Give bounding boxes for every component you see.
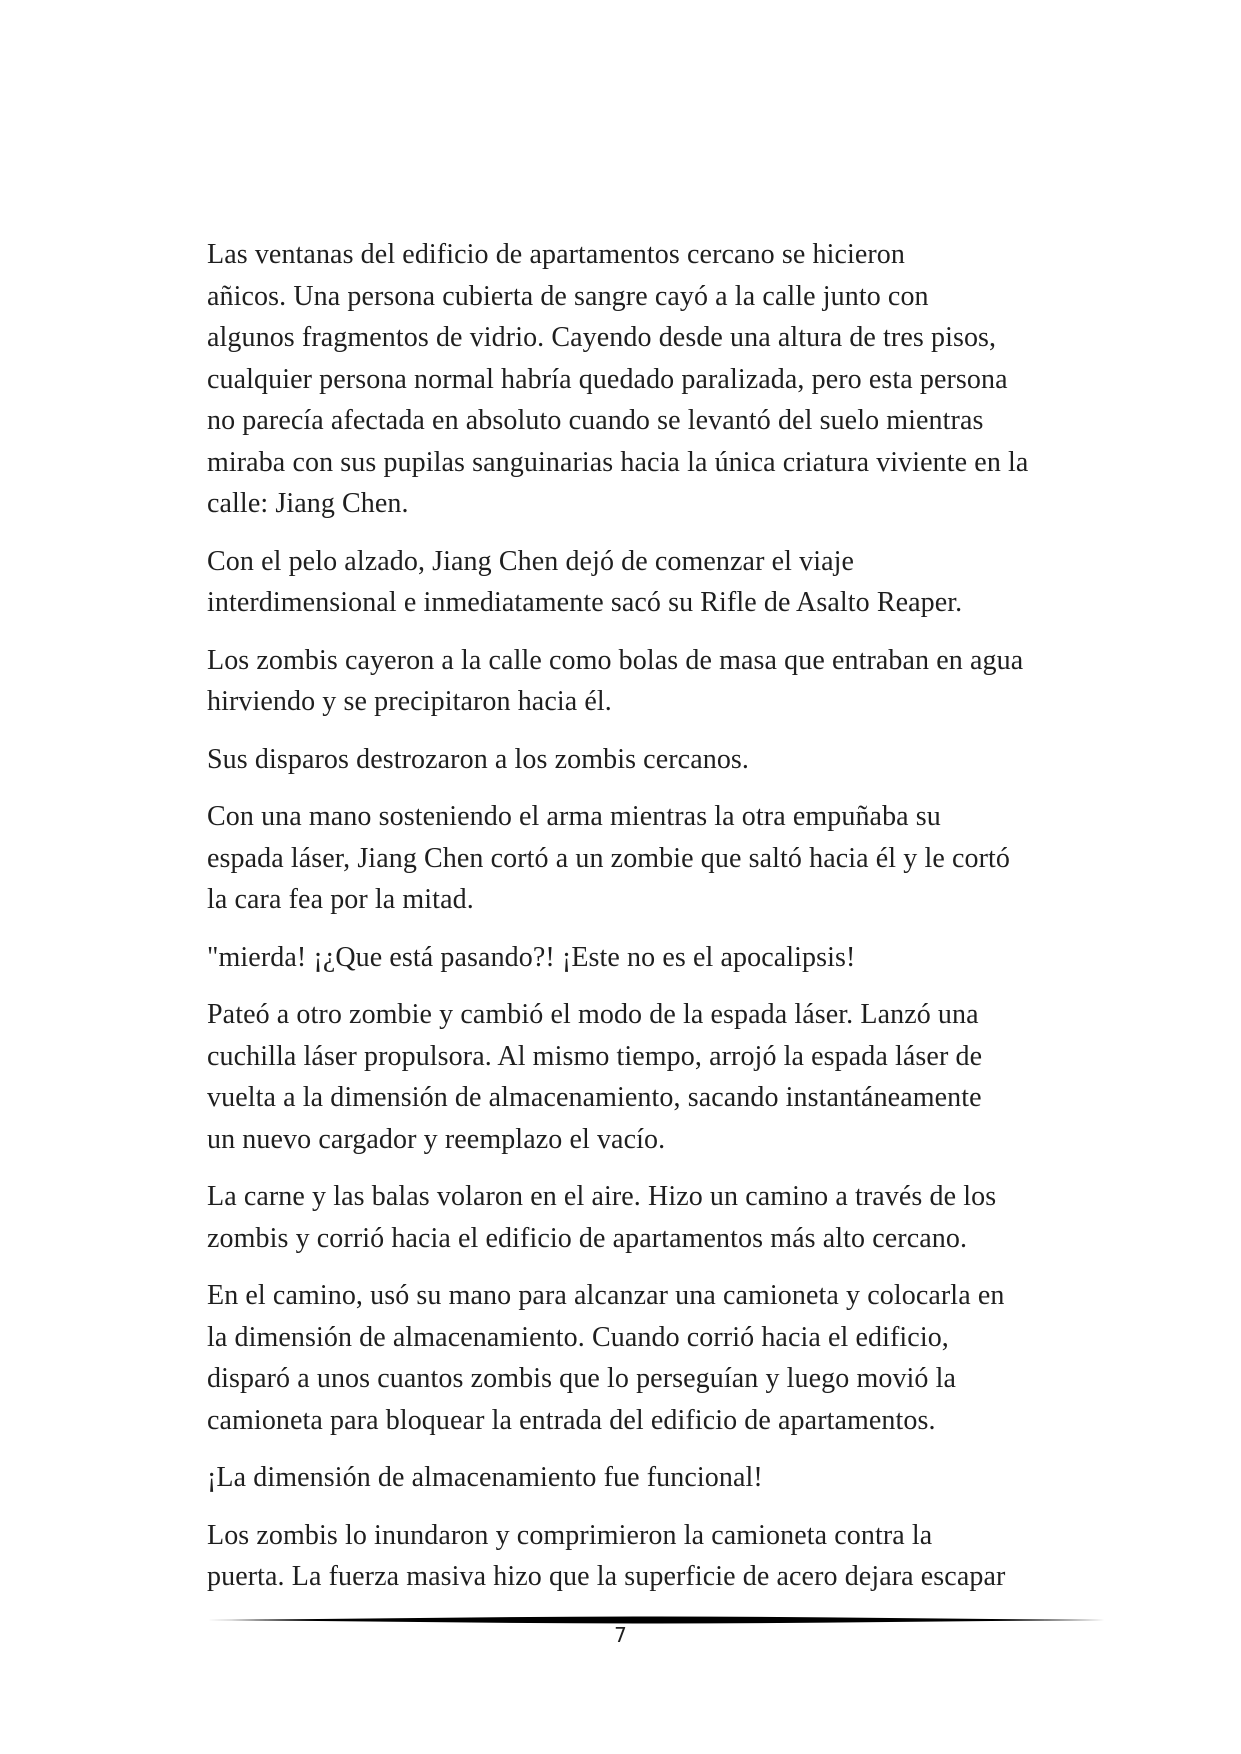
text-line: ¡La dimensión de almacenamiento fue funcional! <box>207 1462 763 1493</box>
text-line: algunos fragmentos de vidrio. Cayendo desde una altura de tres pisos, <box>207 322 997 353</box>
text-line: espada láser, Jiang Chen cortó a un zombie que saltó hacia él y le cortó <box>207 842 1011 874</box>
text-line: zombis y corrió hacia el edificio de apartamentos más alto cercano. <box>207 1222 968 1254</box>
paragraph-11 <box>207 1515 1077 1598</box>
paragraph-5 <box>207 796 1077 921</box>
paragraph-7 <box>207 994 1077 1160</box>
text-line: un nuevo cargador y reemplazo el vacío. <box>207 1123 666 1155</box>
text-line: no parecía afectada en absoluto cuando se levantó del suelo mientras <box>207 405 984 436</box>
text-line: añicos. Una persona cubierta de sangre cayó a la calle junto con <box>207 280 929 312</box>
text-line: cualquier persona normal habría quedado paralizada, pero esta persona <box>207 363 1008 395</box>
text-line: calle: Jiang Chen. <box>207 488 409 519</box>
text-line: Con una mano sosteniendo el arma mientras la otra empuñaba su <box>207 801 941 832</box>
text-line: Con el pelo alzado, Jiang Chen dejó de comenzar el viaje <box>207 545 855 577</box>
text-line: la dimensión de almacenamiento. Cuando corrió hacia el edificio, <box>207 1321 949 1353</box>
paragraph-10 <box>207 1457 1077 1499</box>
paragraph-2 <box>207 541 1077 624</box>
text-line: Los zombis lo inundaron y comprimieron la camioneta contra la <box>207 1519 933 1551</box>
text-line: cuchilla láser propulsora. Al mismo tiempo, arrojó la espada láser de <box>207 1040 983 1072</box>
body-text <box>207 234 1077 1614</box>
paragraph-3 <box>207 640 1077 723</box>
text-line: Pateó a otro zombie y cambió el modo de la espada láser. Lanzó una <box>207 999 979 1030</box>
text-line: La carne y las balas volaron en el aire. Hizo un camino a través de los <box>207 1181 997 1212</box>
text-line: disparó a unos cuantos zombis que lo perseguían y luego movió la <box>207 1363 957 1394</box>
text-line: Los zombis cayeron a la calle como bolas de masa que entraban en agua <box>207 644 1024 676</box>
text-line: camioneta para bloquear la entrada del edificio de apartamentos. <box>207 1404 936 1436</box>
text-line: vuelta a la dimensión de almacenamiento, sacando instantáneamente <box>207 1082 982 1113</box>
text-line: Sus disparos destrozaron a los zombis cercanos. <box>207 743 750 775</box>
text-line: miraba con sus pupilas sanguinarias hacia la única criatura viviente en la <box>207 446 1029 478</box>
paragraph-9 <box>207 1275 1077 1441</box>
paragraph-8 <box>207 1176 1077 1259</box>
page-number: 7 <box>614 1623 627 1647</box>
text-line: En el camino, usó su mano para alcanzar una camioneta y colocarla en <box>207 1280 1005 1311</box>
paragraph-1 <box>207 234 1077 525</box>
text-line: hirviendo y se precipitaron hacia él. <box>207 686 612 717</box>
text-line: puerta. La fuerza masiva hizo que la superficie de acero dejara escapar <box>207 1561 1006 1592</box>
text-line: Las ventanas del edificio de apartamentos cercano se hicieron <box>207 239 906 270</box>
text-line: "mierda! ¡¿Que está pasando?! ¡Este no es el apocalipsis! <box>207 941 856 973</box>
text-line: interdimensional e inmediatamente sacó su Rifle de Asalto Reaper. <box>207 587 963 618</box>
paragraph-6 <box>207 937 1077 979</box>
text-line: la cara fea por la mitad. <box>207 884 474 915</box>
paragraph-4 <box>207 739 1077 781</box>
